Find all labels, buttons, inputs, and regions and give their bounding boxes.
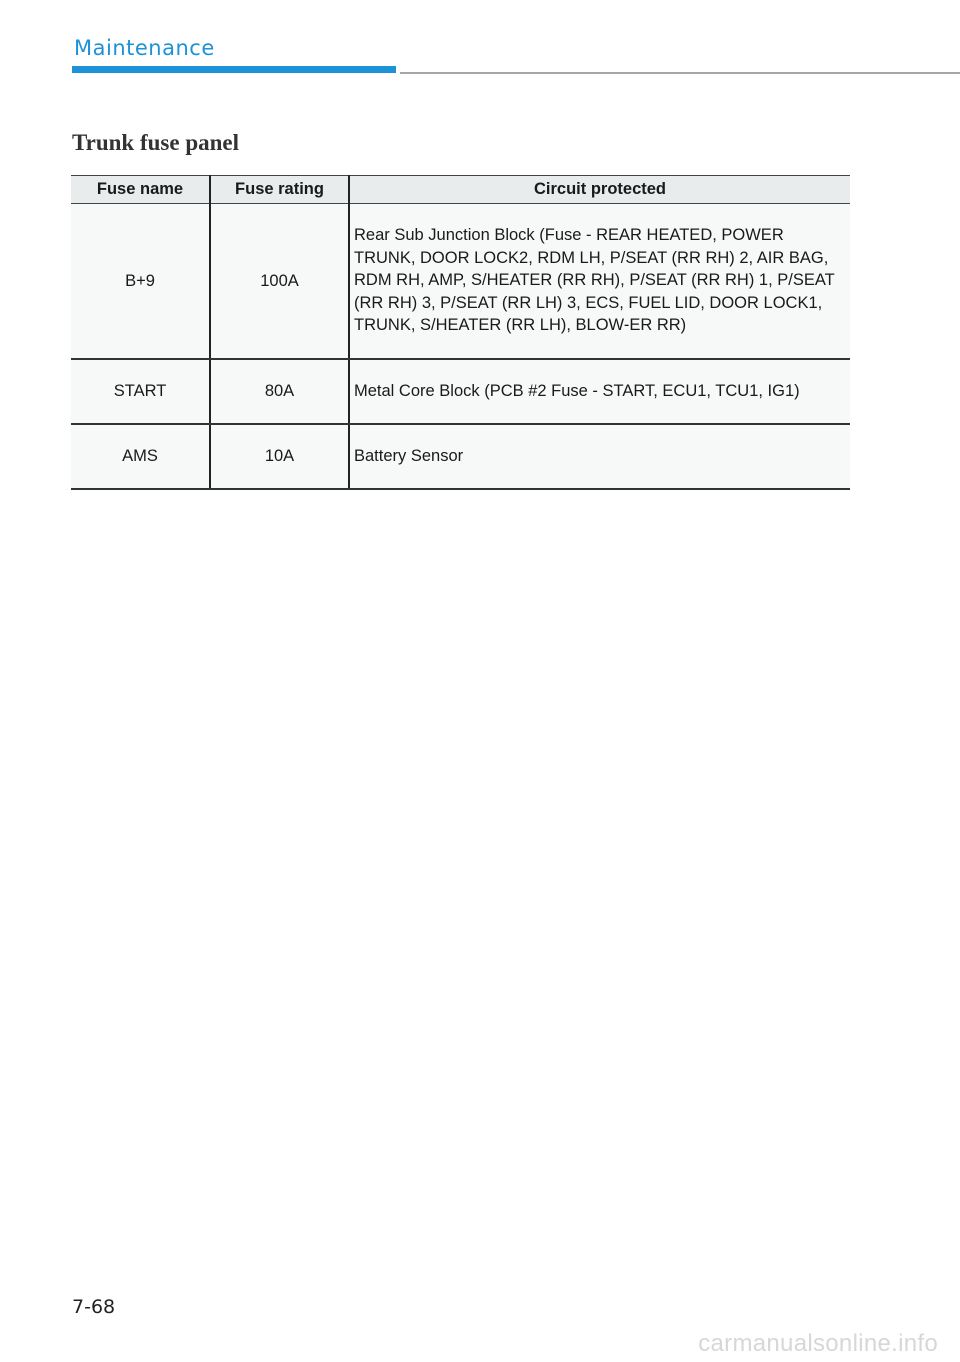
watermark: carmanualsonline.info [698,1330,938,1357]
column-header-fuse-rating: Fuse rating [210,176,349,204]
fuse-table [71,175,850,490]
circuit-protected-cell: Battery Sensor [349,424,850,489]
circuit-protected-cell: Metal Core Block (PCB #2 Fuse - START, ECU1, TCU1, IG1) [349,359,850,424]
page-heading: Trunk fuse panel [72,130,240,155]
fuse-name-cell: START [71,359,210,424]
circuit-protected-cell: Rear Sub Junction Block (Fuse - REAR HEATED, POWER TRUNK, DOOR LOCK2, RDM LH, P/SEAT (RR RH) 2, AIR BAG, RDM RH, AMP, S/HEATER (RR RH), P/SEAT (RR RH) 1, P/SEAT (RR RH) 3, P/SEAT (RR LH) 3, ECS, FUEL LID, DOOR LOCK1, TRUNK, S/HEATER (RR LH), BLOW-ER RR) [349,204,850,360]
header-accent-rule [72,66,396,73]
fuse-rating-cell: 10A [210,424,349,489]
table-row [71,424,850,489]
table-row [71,204,850,360]
page-number: 7-68 [72,1296,116,1318]
fuse-name-cell: AMS [71,424,210,489]
table-header-row [71,176,850,204]
fuse-name-cell: B+9 [71,204,210,360]
fuse-rating-cell: 100A [210,204,349,360]
fuse-rating-cell: 80A [210,359,349,424]
column-header-fuse-name: Fuse name [71,176,210,204]
section-title: Maintenance [74,36,215,60]
header-divider-rule [400,72,960,74]
table-row [71,359,850,424]
column-header-circuit-protected: Circuit protected [349,176,850,204]
